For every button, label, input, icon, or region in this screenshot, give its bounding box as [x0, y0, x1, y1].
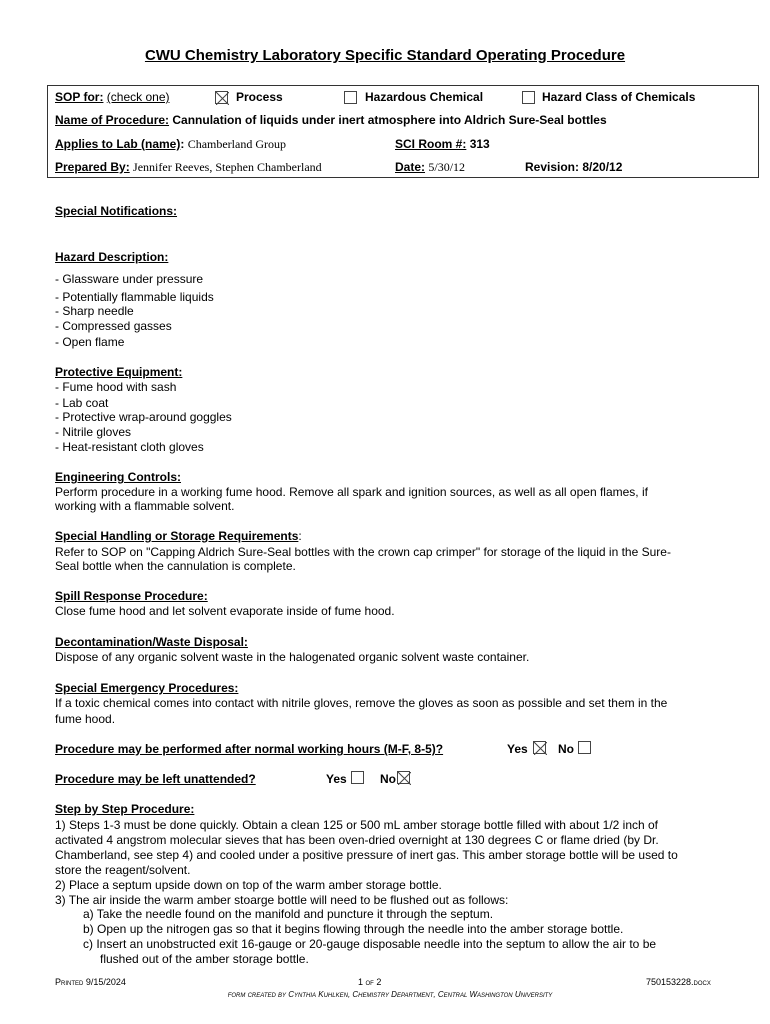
steps-heading: Step by Step Procedure:: [55, 802, 195, 816]
applies-label: Applies to Lab (name): [55, 137, 181, 151]
unattended-yes-label: Yes: [326, 772, 347, 786]
hazard-heading: Hazard Description:: [55, 250, 169, 264]
step-line: activated 4 angstrom molecular sieves that has been oven-dried overnight at 130 degrees C or flame dried (by Dr.: [55, 833, 659, 847]
sop-for-row: [55, 90, 170, 104]
handling-heading-row: [55, 529, 302, 543]
protective-item: - Protective wrap-around goggles: [55, 410, 232, 424]
page-number: 1 of 2: [358, 977, 382, 987]
date-row: [395, 160, 465, 175]
substep-line: a) Take the needle found on the manifold and puncture it through the septum.: [83, 907, 494, 921]
hazard-item: - Open flame: [55, 335, 125, 349]
step-line: Chamberland, see step 4) and cooled under a positive pressure of inert gas. This amber storage bottle will be used to: [55, 848, 678, 862]
engineering-line: working with a flammable solvent.: [55, 499, 235, 513]
spill-line: Close fume hood and let solvent evaporate inside of fume hood.: [55, 604, 395, 618]
doc-filename: 750153228.docx: [646, 977, 711, 987]
form-credit: form created by Cynthia Kuhlken, Chemistry Department, Central Washington University: [227, 990, 553, 999]
spill-heading: Spill Response Procedure:: [55, 589, 208, 603]
handling-colon: :: [298, 529, 302, 543]
checked-x-icon: [534, 742, 547, 755]
unattended-no-checkbox[interactable]: [397, 771, 410, 784]
room-label: SCI Room #:: [395, 137, 467, 151]
after-hours-no-checkbox[interactable]: [578, 741, 591, 754]
applies-colon: :: [180, 137, 185, 151]
procedure-name-label: Name of Procedure:: [55, 113, 170, 127]
prepared-row: [55, 160, 322, 175]
revision-row: [525, 160, 622, 174]
after-hours-no-label: No: [558, 742, 574, 756]
process-checkbox[interactable]: [215, 91, 228, 104]
prepared-value: Jennifer Reeves, Stephen Chamberland: [133, 160, 322, 174]
engineering-heading: Engineering Controls:: [55, 470, 181, 484]
step-line: 2) Place a septum upside down on top of the warm amber storage bottle.: [55, 878, 442, 892]
protective-item: - Nitrile gloves: [55, 425, 132, 439]
after-hours-question: Procedure may be performed after normal working hours (M-F, 8-5)?: [55, 742, 444, 756]
prepared-label: Prepared By:: [55, 160, 130, 174]
applies-row: [55, 137, 286, 152]
step-line: 3) The air inside the warm amber stoarge bottle will need to be flushed out as follows:: [55, 893, 509, 907]
after-hours-yes-checkbox[interactable]: [533, 741, 546, 754]
procedure-name-row: [55, 113, 607, 127]
step-line: store the reagent/solvent.: [55, 863, 191, 877]
emergency-line: If a toxic chemical comes into contact with nitrile gloves, remove the gloves as soon as possible and set them in the: [55, 696, 668, 710]
checked-x-icon: [216, 92, 229, 105]
revision-value: 8/20/12: [582, 160, 623, 174]
revision-label: Revision:: [525, 160, 580, 174]
applies-value: Chamberland Group: [187, 137, 286, 151]
handling-line: Refer to SOP on "Capping Aldrich Sure-Seal bottles with the crown cap crimper" for storage of the liquid in the Sure-: [55, 545, 671, 559]
hazardous-chemical-checkbox[interactable]: [344, 91, 357, 104]
protective-heading: Protective Equipment:: [55, 365, 183, 379]
page-title: CWU Chemistry Laboratory Specific Standard Operating Procedure: [144, 47, 626, 64]
footer-printed: [55, 977, 126, 987]
hazard-class-checkbox[interactable]: [522, 91, 535, 104]
hazard-item: - Glassware under pressure: [55, 272, 204, 286]
hazardous-chemical-label: Hazardous Chemical: [365, 90, 484, 104]
decon-heading: Decontamination/Waste Disposal:: [55, 635, 248, 649]
handling-line: Seal bottle when the cannulation is complete.: [55, 559, 296, 573]
unattended-question: Procedure may be left unattended?: [55, 772, 256, 786]
hazard-item: - Potentially flammable liquids: [55, 290, 214, 304]
procedure-name-value: Cannulation of liquids under inert atmosphere into Aldrich Sure-Seal bottles: [172, 113, 607, 127]
engineering-line: Perform procedure in a working fume hood. Remove all spark and ignition sources, as well as all open flames, if: [55, 485, 648, 499]
substep-line: c) Insert an unobstructed exit 16-gauge or 20-gauge disposable needle into the septum to allow the air to be: [83, 937, 657, 951]
special-notifications-heading: Special Notifications:: [55, 204, 178, 218]
protective-item: - Fume hood with sash: [55, 380, 177, 394]
substep-line: b) Open up the nitrogen gas so that it begins flowing through the needle into the amber storage bottle.: [83, 922, 624, 936]
check-one-hint: (check one): [106, 90, 170, 104]
handling-heading: Special Handling or Storage Requirements: [55, 529, 299, 543]
step-line: 1) Steps 1-3 must be done quickly. Obtain a clean 125 or 500 mL amber storage bottle filled with about 1/2 inch of: [55, 818, 659, 832]
sop-for-label: SOP for:: [55, 90, 104, 104]
emergency-line: fume hood.: [55, 712, 116, 726]
hazard-item: - Compressed gasses: [55, 319, 172, 333]
room-value: 313: [469, 137, 490, 151]
printed-label: Printed: [55, 977, 84, 987]
substep-continuation: flushed out of the amber storage bottle.: [100, 952, 309, 966]
decon-line: Dispose of any organic solvent waste in the halogenated organic solvent waste container.: [55, 650, 530, 664]
process-label: Process: [236, 90, 283, 104]
printed-date: 9/15/2024: [85, 977, 126, 987]
protective-item: - Lab coat: [55, 396, 109, 410]
unattended-yes-checkbox[interactable]: [351, 771, 364, 784]
checked-x-icon: [398, 772, 411, 785]
protective-item: - Heat-resistant cloth gloves: [55, 440, 204, 454]
date-value: 5/30/12: [428, 160, 466, 174]
date-label: Date:: [395, 160, 426, 174]
room-row: [395, 137, 490, 151]
after-hours-yes-label: Yes: [507, 742, 528, 756]
unattended-no-label: No: [380, 772, 396, 786]
emergency-heading: Special Emergency Procedures:: [55, 681, 239, 695]
hazard-item: - Sharp needle: [55, 304, 134, 318]
hazard-class-label: Hazard Class of Chemicals: [542, 90, 696, 104]
